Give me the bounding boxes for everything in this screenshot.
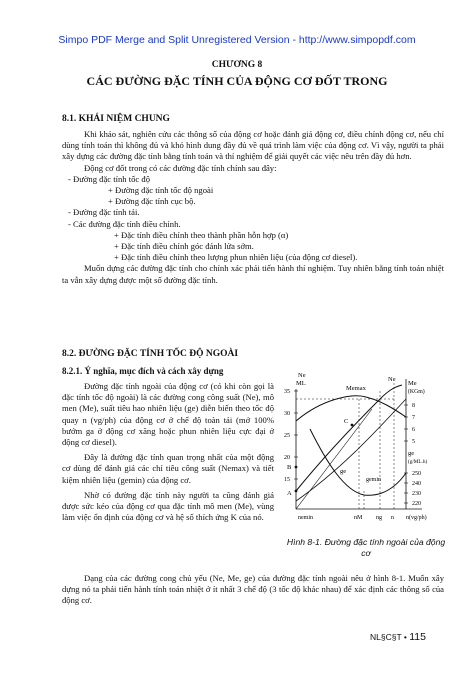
right-me-tick-label: 7	[412, 415, 415, 421]
left-tick-label: 20	[284, 455, 290, 461]
footer-label: NL§C§T	[370, 632, 402, 642]
point-b	[295, 466, 298, 469]
left-tick-label: 35	[284, 389, 290, 395]
label-b: B	[287, 464, 292, 471]
page-footer	[370, 631, 426, 643]
label-a: A	[287, 490, 292, 497]
label-ge: ge	[340, 468, 347, 475]
x-label-nm: nM	[354, 515, 363, 521]
chapter-title: CÁC ĐƯỜNG ĐẶC TÍNH CỦA ĐỘNG CƠ ĐỐT TRONG	[86, 74, 388, 88]
right-axis-unit-me: (KGm)	[408, 389, 425, 395]
list-item: + Đặc tính điều chỉnh góc đánh lửa sớm.	[114, 241, 254, 252]
x-label-nemin: nemin	[298, 515, 313, 521]
power-curve-secondary	[296, 399, 406, 501]
power-curve	[296, 385, 402, 491]
list-item: + Đường đặc tính tốc độ ngoài	[108, 185, 214, 196]
paragraph: Động cơ đốt trong có các đường đặc tính chính sau đây:	[84, 162, 277, 173]
right-me-tick-label: 5	[412, 439, 415, 445]
left-tick-label: 25	[284, 433, 290, 439]
right-axis-label-ge: ge	[408, 450, 415, 457]
label-ne: Ne	[388, 376, 396, 383]
point-c	[351, 424, 354, 427]
right-axis-unit-ge: (g/ML.h)	[408, 459, 428, 465]
x-label-ng: ng	[376, 515, 382, 521]
page-number: 115	[409, 631, 426, 643]
right-ge-tick-label: 240	[412, 481, 421, 487]
footer-bullet: •	[403, 632, 407, 642]
paragraph: Muốn dựng các đường đặc tính cho chính xác phải tiến hành thí nghiệm. Tuy nhiên bằng tính toán nhiệt ta vẫn xây dựng được một số đường đặc tính.	[62, 263, 444, 285]
section-8-2-1-left-column	[62, 381, 274, 527]
x-label-n: n	[391, 515, 394, 521]
right-me-tick-label: 8	[412, 403, 415, 409]
watermark-text: Simpo PDF Merge and Split Unregistered Version - http://www.simpopdf.com	[58, 34, 416, 46]
left-axis-label-ml: ML	[296, 380, 306, 387]
paragraph: Đây là đường đặc tính quan trọng nhất của một động cơ dùng để đánh giá các chỉ tiêu công suất (Nemax) và tiết kiệm nhiên liệu (gemin) của động cơ.	[62, 452, 274, 485]
section-8-2-heading: 8.2. ĐƯỜNG ĐẶC TÍNH TỐC ĐỘ NGOÀI	[62, 349, 239, 359]
left-axis-label-ne: Ne	[298, 372, 306, 379]
paragraph: Dạng của các đường cong chủ yếu (Ne, Me, ge) của đường đặc tính ngoài nêu ở hình 8-1. Muốn xây dựng nó ta phải tiến hành tính toán nhiệt ở ít nhất 3 chế độ (3 tốc độ khác nhau) để xác định các thông số của động cơ.	[62, 573, 444, 606]
left-tick-label: 15	[284, 477, 290, 483]
chapter-label: CHƯƠNG 8	[211, 60, 263, 70]
list-item: + Đường đặc tính cục bộ.	[108, 196, 196, 207]
label-c: C	[344, 418, 349, 425]
paragraph: Nhờ có đường đặc tính này người ta cũng đánh giá được sức kéo của động cơ qua đặc tính mô men (Me), vùng làm việc ổn định của động cơ và hệ số thích ứng K của nó.	[62, 489, 274, 523]
left-tick-label: 30	[284, 411, 290, 417]
x-label-unit: n(vg/ph)	[406, 515, 427, 521]
list-item: - Đường đặc tính tải.	[68, 207, 140, 218]
fuel-consumption-curve	[310, 429, 406, 495]
section-8-2-1-bottom-paragraph	[62, 573, 444, 607]
point-a	[295, 490, 298, 493]
paragraph: Đường đặc tính ngoài của động cơ (có khi còn gọi là đặc tính tốc độ ngoài) là các đường cong công suất (Ne), mô men (Me), suất tiêu hao nhiên liệu (ge) diễn biến theo tốc độ quay n (vg/ph) của động cơ ở chế độ toàn tải (mở 100% bướm ga ở động cơ xăng hoặc phun nhiên liệu cực đại ở động cơ diesel).	[62, 381, 274, 448]
section-8-1-body	[62, 129, 444, 286]
list-item: + Đặc tính điều chỉnh theo thành phần hỗn hợp (α)	[114, 229, 289, 240]
list-item: - Các đường đặc tính điều chỉnh.	[68, 218, 181, 229]
section-8-2-1-heading: 8.2.1. Ý nghĩa, mục đích và cách xây dựng	[62, 366, 224, 376]
list-item: + Đặc tính điều chỉnh theo lượng phun nhiên liệu (của động cơ diesel).	[114, 252, 358, 263]
right-ge-tick-label: 250	[412, 471, 421, 477]
right-me-tick-label: 6	[412, 427, 415, 433]
label-ge-min: gemin	[366, 477, 381, 483]
engine-characteristic-figure	[282, 369, 450, 531]
right-ge-tick-label: 230	[412, 491, 421, 497]
right-ge-tick-label: 220	[412, 501, 421, 507]
list-item: - Đường đặc tính tốc độ	[68, 173, 150, 184]
label-me-max: Memax	[346, 385, 366, 392]
right-axis-label-me: Me	[408, 380, 417, 387]
figure-caption: Hình 8-1. Đường đặc tính ngoài của động cơ	[286, 537, 446, 558]
section-8-1-heading: 8.1. KHÁI NIỆM CHUNG	[62, 114, 170, 124]
paragraph: Khi khảo sát, nghiên cứu các thông số của động cơ hoặc đánh giá động cơ, điều chỉnh động cơ, nếu chỉ dùng tính toán thì không đủ và khó hình dung đầy đủ về quá trình làm việc của động cơ. Vì vậy, người ta phải xây dựng các đường đặc tính bằng tính toán và thí nghiệm để giải quyết các việc nêu trên đầy đủ hơn.	[62, 129, 444, 162]
